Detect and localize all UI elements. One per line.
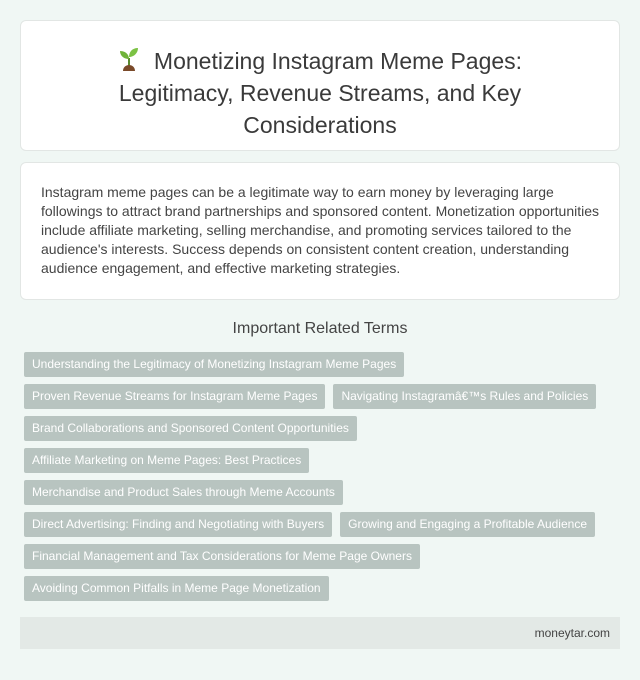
- term-tag[interactable]: Understanding the Legitimacy of Monetizing Instagram Meme Pages: [24, 352, 404, 377]
- term-tag[interactable]: Avoiding Common Pitfalls in Meme Page Monetization: [24, 576, 329, 601]
- term-tag[interactable]: Direct Advertising: Finding and Negotiating with Buyers: [24, 512, 332, 537]
- term-row: [20, 448, 620, 480]
- term-row: [20, 512, 620, 544]
- footer-site[interactable]: moneytar.com: [534, 626, 610, 640]
- term-row: [20, 416, 620, 448]
- term-tag[interactable]: Proven Revenue Streams for Instagram Meme Pages: [24, 384, 325, 409]
- title-card: [20, 20, 620, 151]
- term-row: [20, 544, 620, 576]
- title-text: Monetizing Instagram Meme Pages: Legitimacy, Revenue Streams, and Key Considerations: [118, 48, 523, 138]
- sprout-icon: [118, 45, 140, 71]
- term-tag[interactable]: Merchandise and Product Sales through Meme Accounts: [24, 480, 343, 505]
- term-row: [20, 576, 620, 608]
- term-tag[interactable]: Affiliate Marketing on Meme Pages: Best Practices: [24, 448, 309, 473]
- related-terms-heading: Important Related Terms: [232, 320, 408, 337]
- term-row: [20, 352, 620, 384]
- term-row: [20, 384, 620, 416]
- related-terms-list: [20, 352, 620, 608]
- footer: [20, 617, 620, 649]
- term-tag[interactable]: Navigating Instagramâ€™s Rules and Policies: [333, 384, 596, 409]
- summary-card: [20, 162, 620, 300]
- page-title: [21, 45, 619, 141]
- term-tag[interactable]: Growing and Engaging a Profitable Audience: [340, 512, 595, 537]
- summary-text: Instagram meme pages can be a legitimate way to earn money by leveraging large followings to attract brand partnerships and sponsored content. Monetization opportunities include affiliate marketing, selling merchandise, and promoting services tailored to the audience's interests. Success depends on consistent content creation, understanding audience engagement, and effective marketing strategies.: [41, 184, 600, 276]
- term-tag[interactable]: Brand Collaborations and Sponsored Content Opportunities: [24, 416, 357, 441]
- term-row: [20, 480, 620, 512]
- term-tag[interactable]: Financial Management and Tax Considerations for Meme Page Owners: [24, 544, 420, 569]
